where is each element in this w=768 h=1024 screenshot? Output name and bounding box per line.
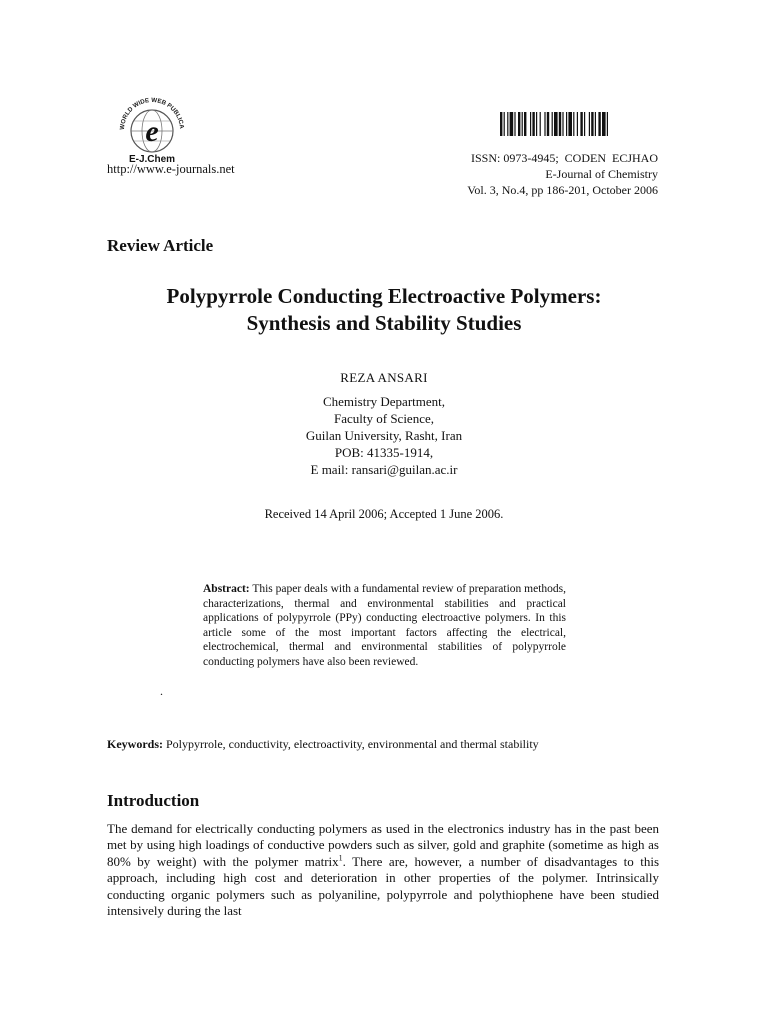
affiliation-email: E mail: ransari@guilan.ac.ir — [310, 462, 458, 477]
volume-line: Vol. 3, No.4, pp 186-201, October 2006 — [467, 183, 658, 197]
keywords — [107, 737, 539, 752]
paper-title — [0, 283, 768, 337]
journal-logo — [104, 86, 200, 166]
affiliation-line: POB: 41335-1914, — [334, 445, 434, 460]
author-name: REZA ANSARI — [340, 370, 428, 385]
stray-mark: . — [160, 684, 163, 698]
intro-text-part1: The demand for electrically conducting polymers as used in the electronics industry has in the past been met by using high loadings of conductive powders such as silver, gold and graphite (sometime as high as 80% by weight) with the polymer matrix — [107, 821, 659, 869]
logo-ring-text: WORLD WIDE WEB PUBLICA — [118, 96, 185, 131]
reference-marker[interactable]: 1 — [338, 853, 343, 863]
abstract-label: Abstract: — [203, 583, 250, 595]
issn-line: ISSN: 0973-4945; CODEN ECJHAO — [470, 151, 658, 165]
intro-text-part2: . There are, however, a number of disadvantages to this approach, including high cost and deterioration in other properties of the polymer. Intrinsically conducting organic polymers such as polyaniline, polypyrrole and polythiophene have been studied intensively during the last — [107, 853, 659, 919]
section-heading-introduction: Introduction — [107, 791, 200, 810]
title-line-1: Polypyrrole Conducting Electroactive Polymers: — [166, 284, 602, 308]
journal-name: E-Journal of Chemistry — [545, 167, 658, 181]
article-type: Review Article — [107, 236, 214, 255]
journal-url[interactable]: http://www.e-journals.net — [107, 162, 235, 176]
affiliation-line: Chemistry Department, — [322, 394, 446, 409]
logo-name: E-J.Chem — [128, 154, 176, 165]
title-line-2: Synthesis and Stability Studies — [246, 311, 522, 335]
journal-meta — [467, 150, 658, 198]
abstract — [203, 582, 566, 669]
barcode — [500, 112, 656, 136]
received-accepted-dates: Received 14 April 2006; Accepted 1 June 2006. — [264, 507, 504, 521]
keywords-text: Polypyrrole, conductivity, electroactivity, environmental and thermal stability — [166, 737, 539, 751]
logo-letter: e — [145, 115, 159, 148]
abstract-text: This paper deals with a fundamental review of preparation methods, characterizations, thermal and environmental stabilities and practical applications of polypyrrole (PPy) conducting electroactive polymers. In this article some of the most important factors affecting the electrical, electrochemical, thermal and environmental stabilities of polypyrrole conducting polymers have also been reviewed. — [203, 583, 566, 668]
affiliation-line: Guilan University, Rasht, Iran — [305, 428, 463, 443]
introduction-paragraph — [107, 821, 659, 919]
keywords-label: Keywords: — [107, 737, 163, 751]
affiliation — [0, 393, 768, 478]
affiliation-line: Faculty of Science, — [334, 411, 434, 426]
